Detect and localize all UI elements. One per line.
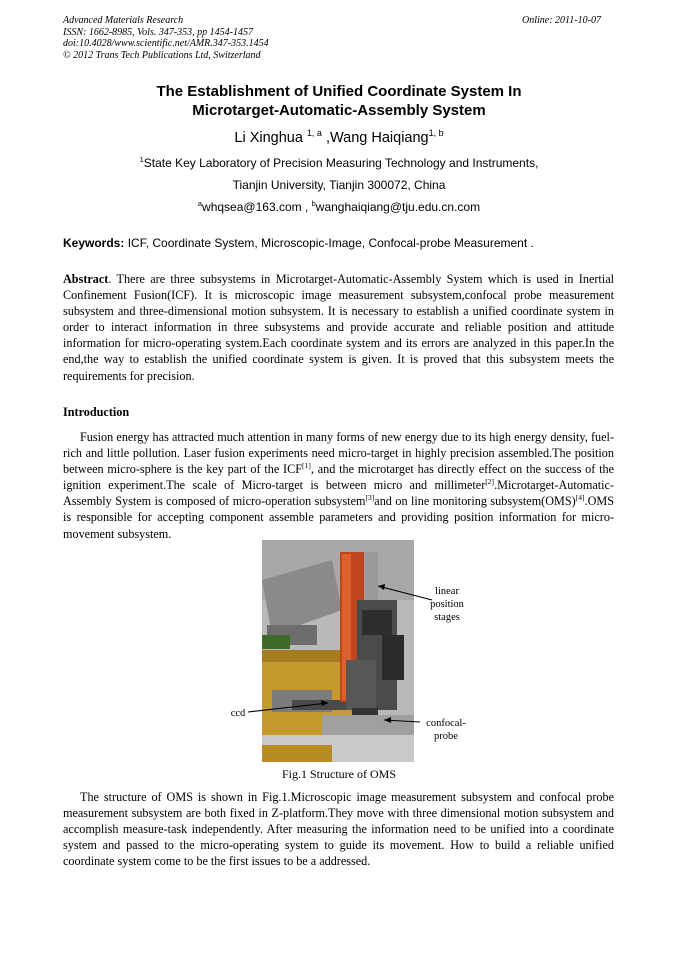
abstract-label: Abstract xyxy=(63,272,109,286)
figure-caption: Fig.1 Structure of OMS xyxy=(282,767,396,781)
email-b-marker: b xyxy=(311,199,316,208)
email-a-marker: a xyxy=(197,199,203,208)
paper-title-line-1: The Establishment of Unified Coordinate System In xyxy=(156,83,522,100)
label-ccd: ccd xyxy=(230,708,246,719)
copyright-line: © 2012 Trans Tech Publications Ltd, Switzerland xyxy=(63,49,261,61)
introduction-heading: Introduction xyxy=(63,405,130,419)
label-stages: stages xyxy=(434,612,460,623)
issn-line: ISSN: 1662-8985, Vols. 347-353, pp 1454-1457 xyxy=(63,26,253,38)
ref-4: [4] xyxy=(575,493,585,503)
arrow-ccd xyxy=(248,703,328,712)
introduction-paragraph-2: The structure of OMS is shown in Fig.1.Microscopic image measurement subsystem and confocal probe measurement subsystem are both fixed in Z-platform.They move with three dimensional motion subsystem and accomplish measure-task independently. After measuring the information need to be unified into a coordinate system and passed to the micro-operating system to guide its movement. How to build a reliable unified coordinate system come to be the first issues to be a addressed. xyxy=(63,790,614,869)
email-a: whqsea@163.com xyxy=(202,200,302,214)
label-linear: linear xyxy=(435,586,459,597)
intro-text-d: and on line monitoring subsystem(OMS) xyxy=(374,494,576,509)
arrowhead-ccd xyxy=(321,700,328,706)
label-probe: probe xyxy=(434,731,458,742)
intro-text-e: .OMS is responsible for accepting component assemble parameters and providing position information for micro-movement subsystem. xyxy=(63,494,614,541)
arrowhead-linear xyxy=(378,584,385,590)
label-position: position xyxy=(430,599,464,610)
label-confocal-probe xyxy=(422,717,470,743)
email-separator: , xyxy=(301,200,312,214)
journal-name: Advanced Materials Research xyxy=(63,15,184,26)
author-2: Wang Haiqiang xyxy=(330,130,429,146)
ref-3: [3] xyxy=(365,493,375,503)
ref-1: [1] xyxy=(302,461,311,471)
doi-line: doi:10.4028/www.scientific.net/AMR.347-353.1454 xyxy=(63,38,269,49)
email-b: wanghaiqiang@tju.edu.cn.com xyxy=(315,200,481,214)
affiliation-text: State Key Laboratory of Precision Measuring Technology and Instruments, xyxy=(143,156,539,170)
author-2-affil: 1, b xyxy=(428,128,444,139)
intro-text-c: .Microtarget-Automatic-Assembly System is composed of micro-operation subsystem xyxy=(63,478,614,509)
intro-text-b: , and the microtarget has directly effect on the success of the ignition experiment.The scale of Micro-target is between micro and millimeter xyxy=(63,462,614,493)
author-separator: , xyxy=(321,130,330,146)
label-linear-position-stages xyxy=(425,585,469,624)
affiliation-line-2: Tianjin University, Tianjin 300072, China xyxy=(232,178,446,192)
arrow-linear-position-stages xyxy=(378,586,432,600)
author-1-affil: 1, a xyxy=(306,128,322,139)
arrowhead-confocal xyxy=(384,717,391,723)
keywords-text: ICF, Coordinate System, Microscopic-Image, Confocal-probe Measurement . xyxy=(124,236,534,250)
abstract-text: . There are three subsystems in Microtarget-Automatic-Assembly System which is used in Inertial Confinement Fusion(ICF). It is microscopic image measurement subsystem,confocal probe measurement subsystem and three-dimensional motion subsystem. It is necessary to establish a unified coordinate system in order to interact information in three subsystems and provide accurate and reliable position and attitude information for micro-operating system.Each coordinate system and its errors are analyzed in this paper.In the end,the way to establish the unified coordinate system is given. It is proved that this subsystem meets the requirements for precision. xyxy=(63,272,614,383)
ref-2: [2] xyxy=(485,477,495,487)
online-date: Online: 2011-10-07 xyxy=(522,15,601,26)
keywords-label: Keywords: xyxy=(63,236,125,250)
author-1: Li Xinghua xyxy=(234,130,303,146)
paper-title-line-2: Microtarget-Automatic-Assembly System xyxy=(192,102,486,119)
intro-text-a: Fusion energy has attracted much attention in many forms of new energy due to its high energy density, fuel-rich and little pollution. Laser fusion experiments need micro-target in highly precision assembled.The position between micro-sphere is the key part of the ICF xyxy=(63,430,614,477)
label-confocal: confocal- xyxy=(426,718,466,729)
affil-marker: 1 xyxy=(139,155,144,164)
